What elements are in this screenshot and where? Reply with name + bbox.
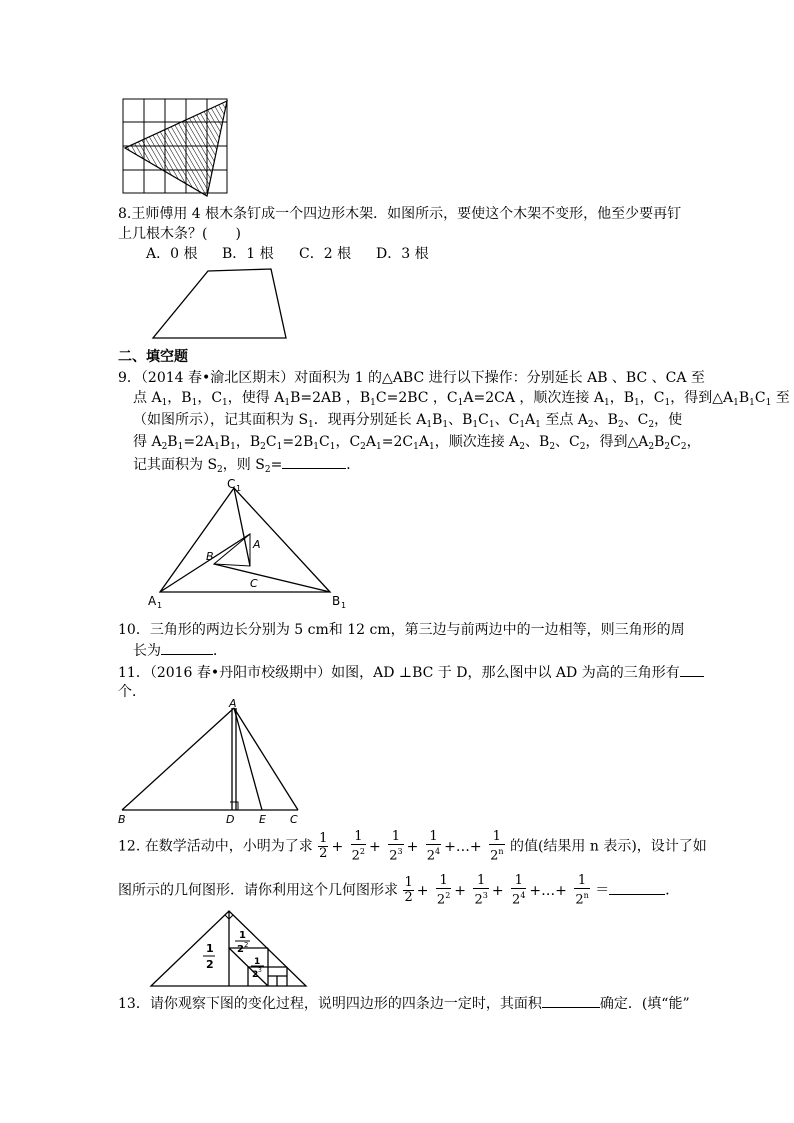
label-A1-sub: 1	[157, 601, 163, 610]
q10-line1: 10．三角形的两边长分别为 5 cm和 12 cm，第三边与前两边中的一边相等，则三角形的周	[118, 622, 685, 638]
q8-line1: 8.王师傅用 4 根木条钉成一个四边形木架．如图所示，要使这个木架不变形，他至少要再钉	[118, 206, 682, 222]
halving-triangle-figure	[148, 908, 310, 990]
q8-option-c[interactable]: C．2 根	[299, 246, 352, 262]
q8-option-d[interactable]: D．3 根	[376, 246, 429, 262]
q9-line4: 得 $A_2B_1=2A_1B_1$，$B_2C_1=2B_1C_1$，$C_2A_1=2C_1A_1$，顺次连接 $A_2$、$B_2$、$C_2$，得到$\triangle A_2B_2C_2$，	[133, 434, 701, 452]
q10-answer-blank[interactable]	[161, 640, 213, 655]
label-A: A	[253, 538, 261, 551]
section-fill-in-title: 二、填空题	[118, 349, 188, 365]
frac-term-3: $\frac{1}{2^3}$	[389, 829, 403, 864]
eighth-exp: 3	[258, 967, 262, 974]
grid-triangle-figure	[122, 98, 230, 198]
q9-line3: （如图所示），记其面积为 $S_1$．现再分别延长 $A_1B_1$、$B_1C_1$、$C_1A_1$ 至点 $A_2$、$B_2$、$C_2$，使	[133, 412, 683, 430]
q11-answer-blank[interactable]	[680, 662, 704, 677]
label-B1: B	[332, 594, 341, 608]
label-A: A	[229, 697, 237, 710]
half-num: 1	[206, 942, 214, 955]
q11-line2: 个．	[118, 684, 146, 700]
q9-answer-blank[interactable]	[282, 454, 346, 469]
q12-line2: 图所示的几何图形．请你利用这个几何图形求 $\frac{1}{2}$ + $\frac{1}{2^2}$ + $\frac{1}{2^3}$ + $\frac{1}{2^4}$ +…+ $\frac{1}{2^n}$ ＝ ．	[118, 873, 680, 908]
q11-line1: 11．（2016 春•丹阳市校级期中）如图，AD ⊥BC 于 D，那么图中以 AD 为高的三角形有	[118, 662, 704, 683]
triangle-extension-figure	[140, 474, 360, 610]
eighth-den: 2	[252, 970, 259, 980]
q13-answer-blank[interactable]	[542, 993, 600, 1008]
quarter-num: 1	[239, 930, 246, 941]
half-den: 2	[206, 958, 214, 971]
label-A1: A	[148, 594, 157, 608]
frac2-term-n: $\frac{1}{2^n}$	[575, 873, 589, 908]
q12-line1: 12. 在数学活动中，小明为了求 $\frac{1}{2}$ + $\frac{1}{2^2}$ + $\frac{1}{2^3}$ + $\frac{1}{2^4}$ +…+ $\frac{1}{2^n}$ 的值(结果用 n 表示)，设计了如	[118, 829, 707, 864]
eighth-num: 1	[254, 957, 261, 967]
frac2-term-2: $\frac{1}{2^2}$	[436, 873, 451, 908]
q9-line2: 点 $A_1$，$B_1$，$C_1$，使得 $A_1B=2AB$ ，$B_1C=2BC$ ，$C_1A=2CA$ ，顺次连接 $A_1$，$B_1$，$C_1$，得到$\triangle A_1B_1C_1$ 至	[133, 390, 790, 408]
q10-line2: 长为 ．	[133, 640, 227, 661]
label-D: D	[226, 813, 235, 826]
q12-answer-blank[interactable]	[609, 880, 665, 895]
label-C: C	[290, 813, 298, 826]
q13-line1: 13．请你观察下图的变化过程，说明四边形的四条边一定时，其面积 确定．(填“能”	[118, 993, 690, 1014]
q8-option-a[interactable]: A．0 根	[146, 246, 198, 262]
label-C: C	[250, 577, 258, 590]
frac2-term-3: $\frac{1}{2^3}$	[474, 873, 488, 908]
label-E: E	[259, 813, 266, 826]
label-C1: C	[227, 477, 236, 491]
frac-term-4: $\frac{1}{2^4}$	[426, 829, 441, 864]
q8-option-b[interactable]: B．1 根	[222, 246, 274, 262]
frac-term-2: $\frac{1}{2^2}$	[351, 829, 366, 864]
q9-line1: 9．（2014 春•渝北区期末）对面积为 1 的△ABC 进行以下操作：分别延长 AB 、BC 、CA 至	[118, 370, 705, 386]
hatched-triangle	[125, 101, 227, 196]
altitude-triangle-figure	[114, 696, 314, 826]
frac2-term-4: $\frac{1}{2^4}$	[512, 873, 526, 908]
label-B: B	[206, 550, 214, 563]
frac2-term-1: $\frac{1}{2}$	[404, 875, 413, 906]
quarter-exp: 2	[244, 941, 249, 949]
label-C1-sub: 1	[236, 484, 242, 493]
frac-term-n: $\frac{1}{2^n}$	[490, 829, 504, 864]
frac-term-1: $\frac{1}{2}$	[319, 831, 328, 862]
label-B: B	[118, 813, 126, 826]
quadrilateral-frame-figure	[150, 266, 290, 342]
label-B1-sub: 1	[341, 601, 347, 610]
q9-line5: 记其面积为 $S_2$，则 $S_2=$ ．	[133, 454, 360, 480]
q8-line2: 上几根木条？( )	[118, 226, 241, 242]
quarter-den: 2	[237, 944, 244, 955]
